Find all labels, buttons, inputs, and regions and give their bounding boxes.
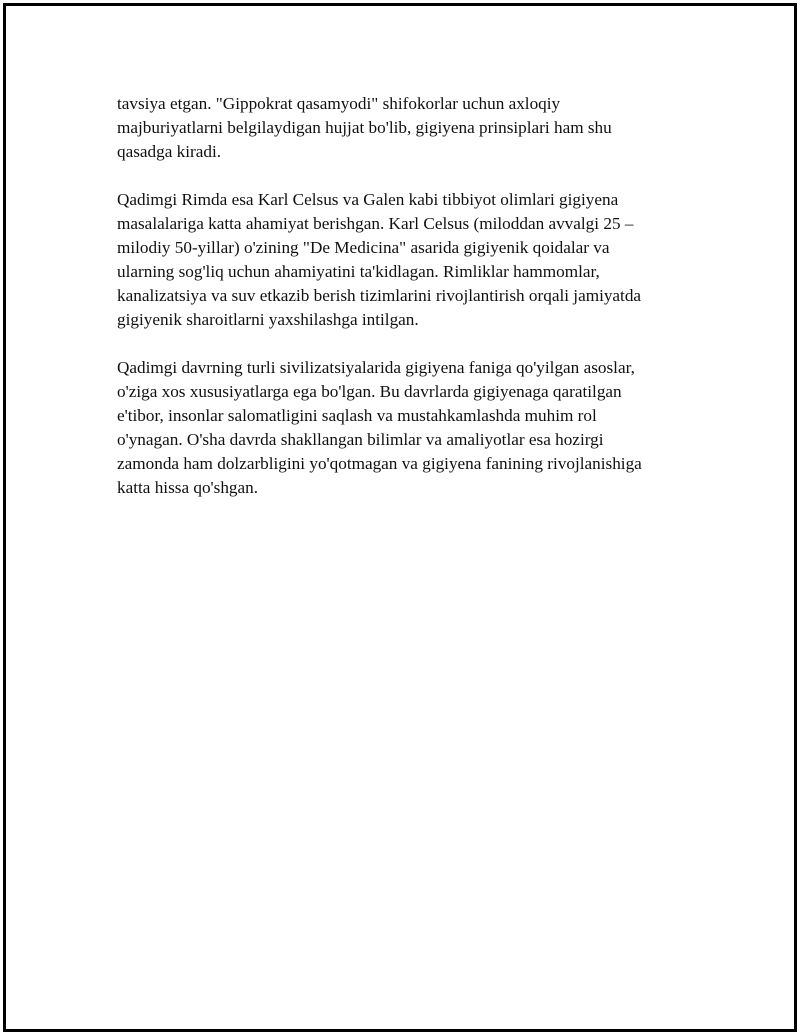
text-line: qasadga kiradi. [117, 142, 222, 161]
text-line: e'tibor, insonlar salomatligini saqlash va mustahkamlashda muhim rol [117, 406, 597, 425]
text-line: tavsiya etgan. "Gippokrat qasamyodi" shifokorlar uchun axloqiy [117, 94, 561, 113]
text-line: Qadimgi davrning turli sivilizatsiyalarida gigiyena faniga qo'yilgan asoslar, [117, 358, 635, 377]
paragraph-2 [117, 188, 697, 332]
text-line: katta hissa qo'shgan. [117, 478, 259, 497]
document-body [117, 92, 697, 524]
text-line: o'ziga xos xususiyatlarga ega bo'lgan. Bu davrlarda gigiyenaga qaratilgan [117, 382, 622, 401]
text-line: masalalariga katta ahamiyat berishgan. Karl Celsus (miloddan avvalgi 25 – [117, 214, 634, 233]
paragraph-3 [117, 356, 697, 500]
text-line: Qadimgi Rimda esa Karl Celsus va Galen kabi tibbiyot olimlari gigiyena [117, 190, 619, 209]
text-line: gigiyenik sharoitlarni yaxshilashga intilgan. [117, 310, 419, 329]
text-line: ularning sog'liq uchun ahamiyatini ta'kidlagan. Rimliklar hammomlar, [117, 262, 600, 281]
text-line: kanalizatsiya va suv etkazib berish tizimlarini rivojlantirish orqali jamiyatda [117, 286, 642, 305]
text-line: o'ynagan. O'sha davrda shakllangan bilimlar va amaliyotlar esa hozirgi [117, 430, 604, 449]
paragraph-1 [117, 92, 697, 164]
text-line: zamonda ham dolzarbligini yo'qotmagan va gigiyena fanining rivojlanishiga [117, 454, 642, 473]
text-line: majburiyatlarni belgilaydigan hujjat bo'lib, gigiyena prinsiplari ham shu [117, 118, 612, 137]
text-line: milodiy 50-yillar) o'zining "De Medicina" asarida gigiyenik qoidalar va [117, 238, 610, 257]
